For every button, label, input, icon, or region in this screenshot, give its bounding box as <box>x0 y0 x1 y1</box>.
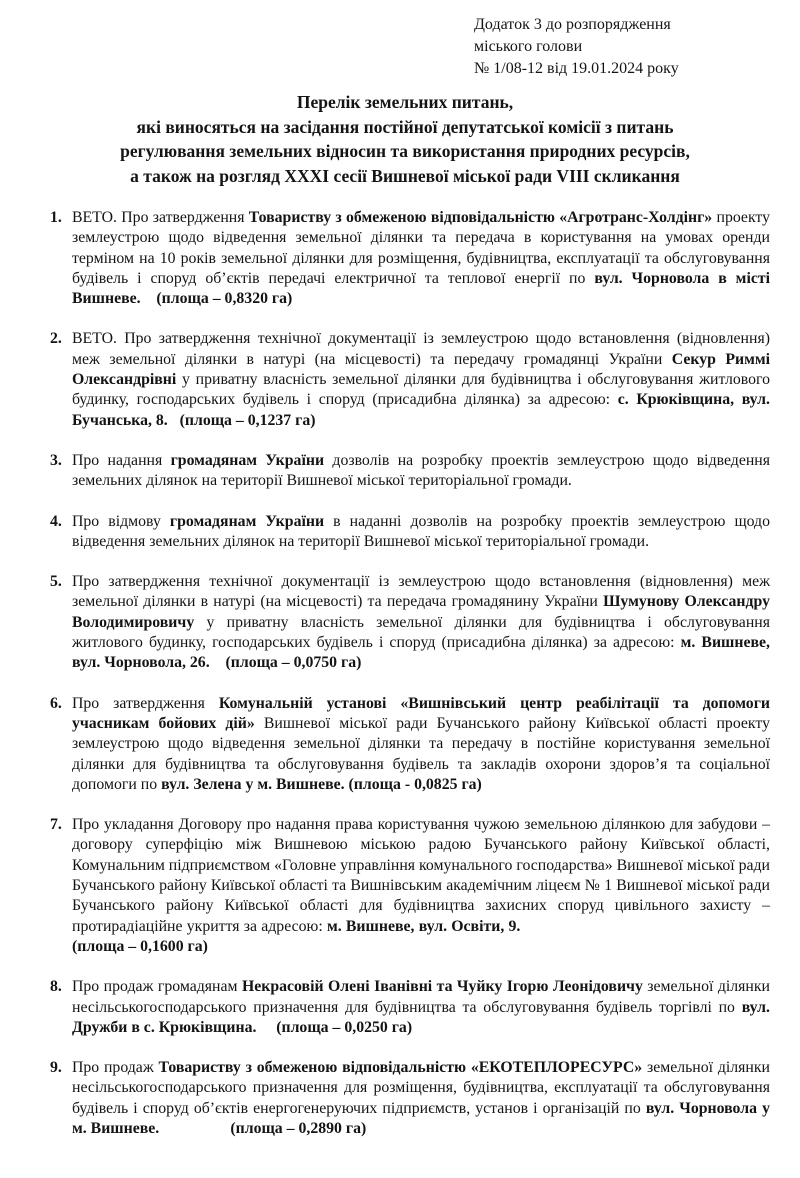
header-line-3: № 1/08-12 від 19.01.2024 року <box>474 60 679 77</box>
item-area: (площа – 0,1600 га) <box>72 937 208 955</box>
item-address: вул. Дружби в с. Крюківщина. <box>72 998 770 1036</box>
item-number: 6. <box>50 694 62 712</box>
agenda-item-9 <box>30 1058 770 1139</box>
item-text: у приватну власність земельної ділянки для будівництва і обслуговування житлового будинку, господарських будівель і споруд (присадибна ділянка) за адресою: <box>72 371 770 409</box>
item-text: Про надання <box>72 451 171 469</box>
agenda-item-3 <box>30 451 770 492</box>
appendix-header <box>474 14 679 80</box>
agenda-list <box>30 208 770 1159</box>
agenda-item-1 <box>30 208 770 309</box>
item-number: 5. <box>50 573 62 591</box>
item-address: вул. Чорновола у м. Вишневе. <box>72 1099 770 1137</box>
agenda-item-4 <box>30 512 770 553</box>
title-line-1: Перелік земельних питань, <box>296 92 514 112</box>
item-text: Вишневої міської ради Бучанського району Київської області проекту землеустрою щодо відведення земельної ділянки та передачу в постійне користування земельної ділянки для будівництва та обслуговування будівель та закладів охорони здоров’я та соціальної допомоги по <box>72 714 770 793</box>
item-text: проекту землеустрою щодо відведення земельної ділянки та передача в користування на умовах оренди терміном на 10 років земельної ділянки для розміщення, будівництва, експлуатації та обслуговування будівель і споруд об’єктів передачі електричної та теплової енергії по <box>72 209 771 287</box>
item-area: (площа - 0,0825 га) <box>348 775 482 793</box>
item-address: м. Вишневе, вул. Освіти, 9. <box>326 917 521 935</box>
item-bold-text: Шумунову Олександру Володимировичу <box>72 593 770 631</box>
item-address: вул. Зелена у м. Вишневе. <box>161 775 345 793</box>
item-address: с. Крюківщина, вул. Бучанська, 8. <box>72 391 770 429</box>
item-text: Про затвердження технічної документації із землеустрою щодо встановлення (відновлення) меж земельної ділянки в натурі (на місцевості) та передача громадянину України <box>72 573 770 611</box>
item-text: земельної ділянки несільськогосподарського призначення для розміщення, будівництва, експлуатації та обслуговування будівель і споруд об’єктів енергогенеруючих підприємств, установ і організацій по <box>72 1059 770 1117</box>
document-title <box>40 90 770 188</box>
item-number: 1. <box>50 209 62 226</box>
item-number: 8. <box>50 978 62 996</box>
item-number: 2. <box>50 330 62 348</box>
item-bold-text: Некрасовій Олені Іванівні та Чуйку Ігорю Леонідовичу <box>241 978 643 996</box>
item-text: дозволів на розробку проектів землеустрою щодо відведення земельних ділянок на території Вишневої міської територіальної громади. <box>72 451 771 490</box>
item-number: 4. <box>50 512 62 530</box>
item-text: Про продаж громадянам <box>72 978 242 996</box>
item-number: 9. <box>50 1059 62 1077</box>
header-line-2: міського голови <box>474 38 583 55</box>
item-number: 3. <box>50 451 62 469</box>
item-text: земельної ділянки несільськогосподарського призначення для будівництва та обслуговування будівель торгівлі по <box>72 978 770 1016</box>
item-text: ВЕТО. Про затвердження <box>72 209 249 226</box>
agenda-item-7 <box>30 815 770 957</box>
item-area: (площа – 0,2890 га) <box>230 1119 367 1137</box>
item-bold-text: громадянам України <box>170 451 325 469</box>
item-text: Про укладання Договору про надання права користування чужою земельною ділянкою для забудови – договору суперфіцію між Вишневою міською радою Бучанського району Київської області, Комунальним підприємством «Головне управління комунального господарства» Вишневої міської ради Бучанського району Київської області та Вишнівським академічним ліцеєм № 1 Вишневої міської ради Бучанського району Київської області для будівництва захисних споруд цивільного захисту – протирадіаційне укриття за адресою: <box>72 816 770 935</box>
agenda-item-2 <box>30 329 770 430</box>
item-text: Про продаж <box>72 1059 159 1077</box>
item-bold-text: Комунальній установі «Вишнівський центр реабілітації та допомоги учасникам бойових дій» <box>72 694 770 732</box>
item-text: в наданні дозволів на розробку проектів землеустрою щодо відведення земельних ділянок на території Вишневої міської територіальної громади. <box>72 512 770 550</box>
item-text: Про затвердження <box>72 694 219 712</box>
item-number: 7. <box>50 816 62 834</box>
item-area: (площа – 0,0750 га) <box>225 654 362 672</box>
item-area: (площа – 0,8320 га) <box>156 290 293 308</box>
item-bold-text: Товариству з обмеженою відповідальністю «ЕКОТЕПЛОРЕСУРС» <box>158 1059 643 1077</box>
item-address: вул. Чорновола в місті Вишневе. <box>72 269 770 308</box>
title-line-4: а також на розгляд XXXI сесії Вишневої міської ради VIII скликання <box>130 165 680 186</box>
item-bold-text: Товариству з обмеженою відповідальністю «Агротранс-Холдінг» <box>248 209 713 226</box>
item-area: (площа – 0,1237 га) <box>179 411 316 429</box>
agenda-item-8 <box>30 977 770 1038</box>
item-area: (площа – 0,0250 га) <box>276 1018 413 1036</box>
agenda-item-6 <box>30 694 770 795</box>
item-text: у приватну власність земельної ділянки для будівництва і обслуговування житлового будинку, господарських будівель і споруд (присадибна ділянка) за адресою: <box>72 613 770 652</box>
item-text: ВЕТО. Про затвердження технічної документації із землеустрою щодо встановлення (відновлення) меж земельної ділянки в натурі (на місцевості) та передачу громадянці України <box>72 330 770 368</box>
item-text: Про відмову <box>72 512 170 530</box>
agenda-item-5 <box>30 572 770 673</box>
item-address: м. Вишневе, вул. Чорновола, 26. <box>72 634 770 672</box>
item-bold-text: Секур Риммі Олександрівні <box>72 350 770 389</box>
title-line-3: регулювання земельних відносин та використання природних ресурсів, <box>120 141 690 162</box>
header-line-1: Додаток 3 до розпорядження <box>474 16 671 33</box>
title-line-2: які виносяться на засідання постійної депутатської комісії з питань <box>136 116 674 137</box>
item-bold-text: громадянам України <box>169 512 325 530</box>
